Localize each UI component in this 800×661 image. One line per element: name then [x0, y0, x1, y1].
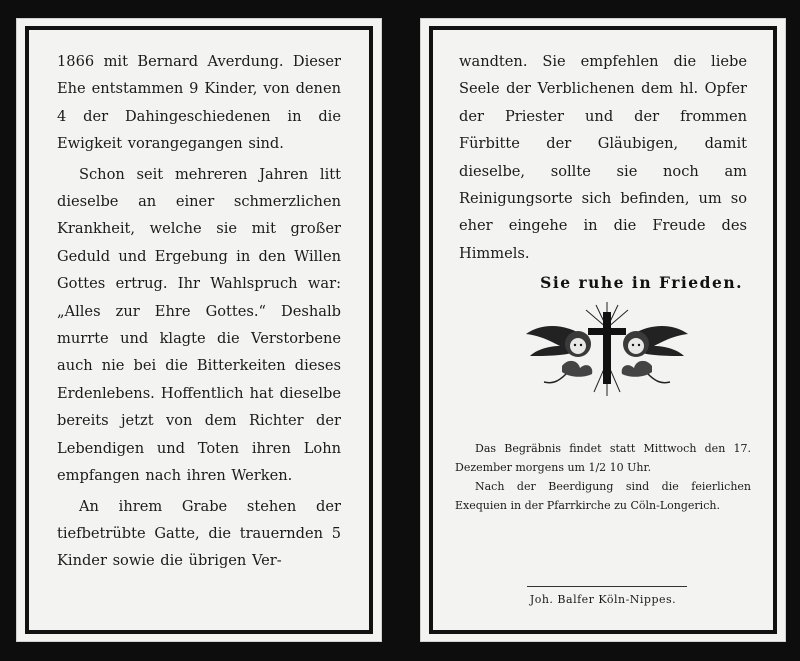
left-paragraph-3: An ihrem Grabe stehen der tiefbetrübte Gatte, die trauernden 5 Kinder sowie die übrigen Ver-	[57, 497, 341, 570]
left-paragraph-2: Schon seit mehreren Jahren litt dieselbe an einer schmerzlichen Krankheit, welche sie mit großer Geduld und Ergebung in den Willen Gottes ertrug. Ihr Wahlspruch war: „Alles zur Ehre Gottes.“ Deshalb murrte und klagte die Verstorbene auch nie bei die Bitterkeiten dieses Erdenlebens. Hoffentlich hat dieselbe bereits jetzt von dem Richter der Lebendigen und Toten ihren Lohn empfangen nach ihren Werken.	[57, 165, 341, 485]
left-page-border	[25, 26, 373, 634]
right-card-page	[420, 18, 786, 642]
printer-divider	[527, 586, 687, 587]
left-card-page	[16, 18, 382, 642]
left-paragraph-1: 1866 mit Bernard Averdung. Dieser Ehe entstammen 9 Kinder, von denen 4 der Dahingeschiedenen in die Ewigkeit vorangegangen sind.	[57, 53, 341, 153]
right-page-border	[429, 26, 777, 634]
funeral-notice	[455, 439, 751, 515]
printer-imprint: Joh. Balfer Köln-Nippes.	[529, 593, 677, 606]
funeral-notice-line-2: Nach der Beerdigung sind die feierlichen Exequien in der Pfarrkirche zu Cöln-Longerich.	[455, 480, 751, 512]
cross-with-cherubs-icon	[522, 300, 692, 400]
right-paragraph: wandten. Sie empfehlen die liebe Seele der Verblichenen dem hl. Opfer der Priester und der frommen Fürbitte der Gläubigen, damit dieselbe, sollte sie noch am Reinigungsorte sich befinden, um so eher eingehe in die Freude des Himmels.	[459, 53, 747, 262]
funeral-notice-line-1: Das Begräbnis findet statt Mittwoch den 17. Dezember morgens um 1/2 10 Uhr.	[455, 442, 751, 474]
closing-blessing: Sie ruhe in Frieden.	[540, 273, 743, 293]
